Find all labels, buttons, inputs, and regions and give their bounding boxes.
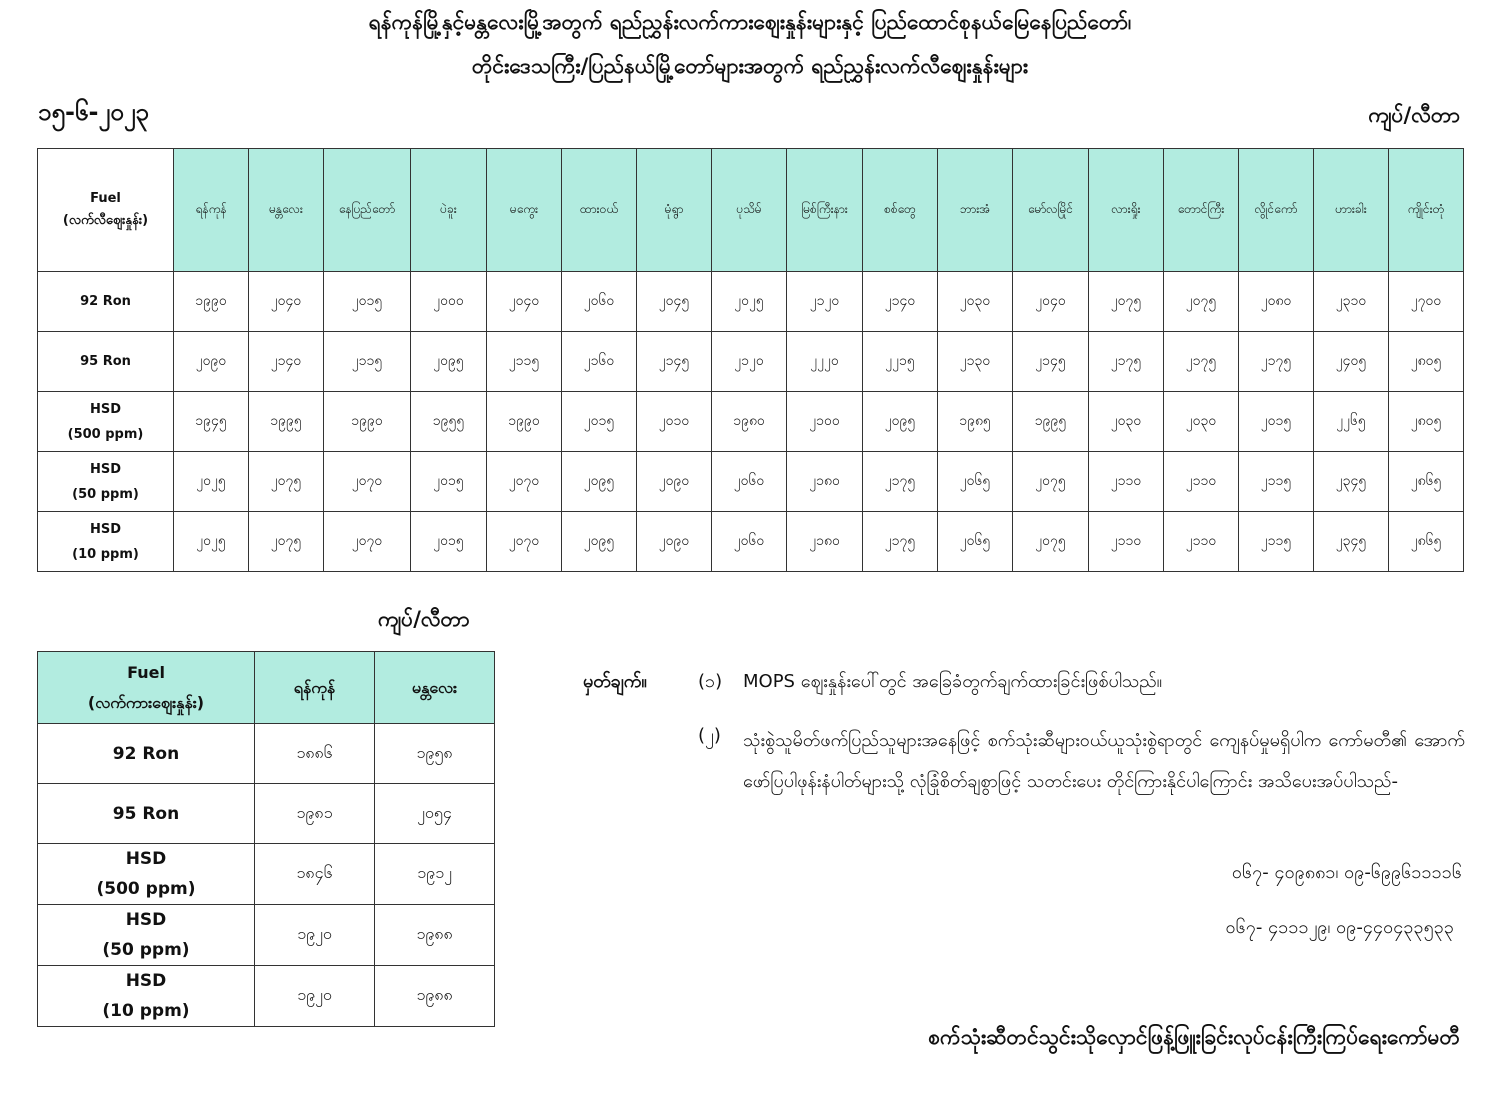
price-cell: ၂၈၆၅ (1389, 452, 1464, 512)
price-cell: ၂၁၇၅ (1239, 332, 1314, 392)
price-cell: ၂၀၉၀ (637, 452, 712, 512)
city-header: ထားဝယ် (562, 149, 637, 272)
fuel-type-cell (38, 784, 255, 844)
price-cell: ၂၁၁၅ (487, 332, 562, 392)
price-cell: ၂၀၆၀ (712, 512, 787, 572)
price-cell: ၂၀၁၅ (411, 512, 487, 572)
price-cell: ၂၀၈၀ (1239, 272, 1314, 332)
price-cell: ၂၁၇၅ (863, 512, 938, 572)
price-cell: ၂၀၇၅ (1089, 272, 1164, 332)
price-cell: ၁၉၄၅ (174, 392, 249, 452)
price-cell: ၂၁၀၀ (787, 392, 863, 452)
price-cell: ၂၀၆၀ (712, 452, 787, 512)
price-cell: ၂၁၁၅ (324, 332, 411, 392)
price-cell: ၂၁၁၀ (1089, 512, 1164, 572)
price-cell: ၂၀၉၀ (174, 332, 249, 392)
retail-price-table (37, 148, 1464, 572)
price-cell: ၂၁၁၀ (1164, 452, 1239, 512)
price-cell: ၂၀၂၅ (174, 452, 249, 512)
price-cell: ၂၁၁၅ (1239, 512, 1314, 572)
date-label: ၁၅-၆-၂၀၂၃ (38, 98, 149, 126)
notes-label: မှတ်ချက်။ (583, 671, 647, 692)
note-number: (၁) (698, 671, 723, 692)
price-cell: ၂၃၄၅ (1314, 512, 1389, 572)
fuel-name: HSD (89, 461, 122, 477)
price-cell: ၂၀၄၀ (1013, 272, 1089, 332)
fuel-grade: (10 ppm) (102, 1001, 190, 1021)
table-row (38, 784, 495, 844)
table-row (38, 512, 1464, 572)
price-cell: ၂၈၀၅ (1389, 392, 1464, 452)
city-header: ရန်ကုန် (255, 652, 375, 724)
price-cell: ၂၁၁၀ (1089, 452, 1164, 512)
fuel-grade: (500 ppm) (96, 879, 196, 899)
price-cell: ၂၀၉၅ (411, 332, 487, 392)
price-cell: ၁၉၁၂ (375, 844, 495, 905)
wholesale-header-row (38, 652, 495, 724)
price-cell: ၂၁၄၅ (1013, 332, 1089, 392)
price-cell: ၂၁၁၀ (1164, 512, 1239, 572)
city-header: ဟားခါး (1314, 149, 1389, 272)
price-cell: ၂၀၂၅ (174, 512, 249, 572)
price-cell: ၂၀၆၅ (938, 452, 1013, 512)
price-cell: ၁၈၈၆ (255, 724, 375, 784)
city-header: ရန်ကုန် (174, 149, 249, 272)
fuel-type-cell (38, 905, 255, 966)
fuel-header-subtitle: (လက်လီဈေးနှုန်း) (62, 213, 149, 228)
table-row (38, 966, 495, 1027)
price-cell: ၂၂၁၅ (863, 332, 938, 392)
note-number: (၂) (698, 725, 721, 746)
price-cell: ၁၈၄၆ (255, 844, 375, 905)
price-cell: ၁၉၂၀ (255, 905, 375, 966)
price-cell: ၁၉၈၀ (712, 392, 787, 452)
price-cell: ၂၀၇၅ (1164, 272, 1239, 332)
fuel-column-header (38, 652, 255, 724)
fuel-type-cell (38, 332, 174, 392)
price-cell: ၂၀၇၀ (487, 452, 562, 512)
fuel-type-cell (38, 724, 255, 784)
unit-label-retail: ကျပ်/လီတာ (1368, 103, 1460, 127)
price-cell: ၂၂၆၅ (1314, 392, 1389, 452)
price-cell: ၂၀၉၀ (637, 512, 712, 572)
price-cell: ၁၉၅၈ (375, 724, 495, 784)
city-header: မုံရွာ (637, 149, 712, 272)
price-cell: ၂၀၄၀ (249, 272, 324, 332)
price-cell: ၂၀၇၅ (1013, 512, 1089, 572)
price-cell: ၂၁၂၀ (712, 332, 787, 392)
fuel-column-header (38, 149, 174, 272)
table-row (38, 844, 495, 905)
price-cell: ၁၉၈၅ (938, 392, 1013, 452)
price-cell: ၂၀၇၅ (249, 452, 324, 512)
fuel-name: HSD (89, 401, 122, 417)
committee-signature: စက်သုံးဆီတင်သွင်းသိုလှောင်ဖြန့်ဖြူးခြင်းလုပ်ငန်းကြီးကြပ်ရေးကော်မတီ (928, 1025, 1460, 1049)
city-header: တောင်ကြီး (1164, 149, 1239, 272)
price-cell: ၂၀၁၀ (637, 392, 712, 452)
city-header: စစ်တွေ (863, 149, 938, 272)
price-cell: ၁၉၈၁ (255, 784, 375, 844)
fuel-type-cell (38, 272, 174, 332)
note-text: သုံးစွဲသူမိတ်ဖက်ပြည်သူများအနေဖြင့် စက်သုံးဆီများဝယ်ယူသုံးစွဲရာတွင် ကျေနပ်မှုမရှိပါက ကော်မတီ၏ အောက်ဖော်ပြပါဖုန်းနံပါတ်များသို့ လုံခြုံစိတ်ချစွာဖြင့် သတင်းပေး တိုင်ကြားနိုင်ပါကြောင်း အသိပေးအပ်ပါသည်- (743, 730, 1465, 792)
price-cell: ၂၀၁၅ (1239, 392, 1314, 452)
price-cell: ၂၀၇၅ (1013, 452, 1089, 512)
table-row (38, 272, 1464, 332)
price-cell: ၂၃၄၅ (1314, 452, 1389, 512)
price-cell: ၂၁၄၀ (863, 272, 938, 332)
price-cell: ၂၁၃၀ (938, 332, 1013, 392)
fuel-type-cell (38, 512, 174, 572)
price-cell: ၂၀၉၅ (562, 512, 637, 572)
city-header: မကွေး (487, 149, 562, 272)
price-cell: ၂၈၀၅ (1389, 332, 1464, 392)
fuel-grade: (10 ppm) (72, 546, 139, 562)
retail-header-row (38, 149, 1464, 272)
city-header: လားရှိုး (1089, 149, 1164, 272)
price-cell: ၂၁၂၀ (787, 272, 863, 332)
price-cell: ၂၀၁၅ (324, 272, 411, 332)
wholesale-price-table (37, 651, 495, 1027)
price-cell: ၁၉၉၀ (324, 392, 411, 452)
price-cell: ၂၁၁၅ (1239, 452, 1314, 512)
fuel-grade: (50 ppm) (102, 940, 190, 960)
fuel-grade: (500 ppm) (67, 426, 144, 442)
price-cell: ၁၉၉၀ (174, 272, 249, 332)
fuel-name: 95 Ron (112, 803, 180, 824)
page-title-line1: ရန်ကုန်မြို့နှင့်မန္တလေးမြို့အတွက် ရည်ညွှန်းလက်ကားဈေးနှုန်းများနှင့် ပြည်ထောင်စုနယ်မြေနေပြည်တော်၊ (368, 10, 1132, 34)
price-cell: ၂၀၃၀ (1089, 392, 1164, 452)
city-header: မန္တလေး (375, 652, 495, 724)
price-cell: ၂၀၇၀ (487, 512, 562, 572)
price-cell: ၂၂၂၀ (787, 332, 863, 392)
price-cell: ၁၉၂၀ (255, 966, 375, 1027)
price-cell: ၂၁၈၀ (787, 452, 863, 512)
fuel-name: HSD (125, 849, 167, 869)
price-cell: ၂၀၁၅ (411, 452, 487, 512)
fuel-type-cell (38, 844, 255, 905)
city-header: မြစ်ကြီးနား (787, 149, 863, 272)
price-cell: ၂၀၇၀ (324, 512, 411, 572)
note-text: MOPS ဈေးနှုန်းပေါ်တွင် အခြေခံတွက်ချက်ထားခြင်းဖြစ်ပါသည်။ (743, 671, 1163, 692)
price-cell: ၂၀၆၅ (938, 512, 1013, 572)
table-row (38, 332, 1464, 392)
fuel-name: HSD (89, 521, 122, 537)
price-cell: ၂၀၂၅ (712, 272, 787, 332)
fuel-name: HSD (125, 971, 167, 991)
price-cell: ၂၀၃၀ (938, 272, 1013, 332)
fuel-name: 92 Ron (80, 294, 131, 309)
price-cell: ၂၁၆၀ (562, 332, 637, 392)
fuel-header-title: Fuel (90, 191, 121, 206)
fuel-type-cell (38, 452, 174, 512)
fuel-name: 92 Ron (112, 743, 180, 764)
price-cell: ၁၉၉၅ (249, 392, 324, 452)
page-title-line2: တိုင်းဒေသကြီး/ပြည်နယ်မြို့တော်များအတွက် ရည်ညွှန်းလက်လီဈေးနှုန်းများ (471, 54, 1029, 78)
price-cell: ၂၁၄၀ (249, 332, 324, 392)
price-cell: ၂၀၆၀ (562, 272, 637, 332)
price-cell: ၂၃၁၀ (1314, 272, 1389, 332)
price-cell: ၁၉၈၈ (375, 966, 495, 1027)
fuel-header-subtitle: (လက်ကားဈေးနှုန်း) (87, 692, 205, 712)
price-cell: ၂၀၅၄ (375, 784, 495, 844)
price-cell: ၁၉၉၅ (1013, 392, 1089, 452)
price-cell: ၂၀၉၅ (863, 392, 938, 452)
price-cell: ၂၀၄၅ (637, 272, 712, 332)
city-header: ပုသိမ် (712, 149, 787, 272)
price-cell: ၂၀၇၀ (324, 452, 411, 512)
city-header: လွိုင်ကော် (1239, 149, 1314, 272)
price-cell: ၂၁၇၅ (863, 452, 938, 512)
city-header: မော်လမြိုင် (1013, 149, 1089, 272)
fuel-type-cell (38, 392, 174, 452)
price-cell: ၁၉၅၅ (411, 392, 487, 452)
city-header: ပဲခူး (411, 149, 487, 272)
price-cell: ၁၉၉၀ (487, 392, 562, 452)
price-cell: ၂၈၆၅ (1389, 512, 1464, 572)
price-cell: ၂၄၀၅ (1314, 332, 1389, 392)
price-cell: ၂၀၀၀ (411, 272, 487, 332)
price-cell: ၂၀၇၅ (249, 512, 324, 572)
fuel-grade: (50 ppm) (72, 486, 139, 502)
fuel-header-title: Fuel (127, 662, 165, 682)
phone-numbers: ၀၆၇- ၄၀၉၈၈၁၊ ၀၉-၆၉၉၆၁၁၁၁၆ (1231, 862, 1462, 883)
unit-label-wholesale: ကျပ်/လီတာ (378, 607, 470, 631)
city-header: နေပြည်တော် (324, 149, 411, 272)
price-cell: ၂၀၉၅ (562, 452, 637, 512)
price-cell: ၁၉၈၈ (375, 905, 495, 966)
price-cell: ၂၀၁၅ (562, 392, 637, 452)
fuel-name: 95 Ron (80, 354, 131, 369)
price-cell: ၂၁၄၅ (637, 332, 712, 392)
price-cell: ၂၀၄၀ (487, 272, 562, 332)
fuel-name: HSD (125, 910, 167, 930)
table-row (38, 452, 1464, 512)
phone-numbers: ၀၆၇- ၄၁၁၁၂၉၊ ၀၉-၄၄၀၄၃၃၅၃၃ (1225, 917, 1454, 938)
price-cell: ၂၁၇၅ (1164, 332, 1239, 392)
price-cell: ၂၁၈၀ (787, 512, 863, 572)
price-cell: ၂၇၀၀ (1389, 272, 1464, 332)
city-header: ကျိုင်းတုံ (1389, 149, 1464, 272)
city-header: ဘားအံ (938, 149, 1013, 272)
fuel-type-cell (38, 966, 255, 1027)
table-row (38, 724, 495, 784)
city-header: မန္တလေး (249, 149, 324, 272)
table-row (38, 392, 1464, 452)
price-cell: ၂၁၇၅ (1089, 332, 1164, 392)
table-row (38, 905, 495, 966)
price-cell: ၂၀၃၀ (1164, 392, 1239, 452)
